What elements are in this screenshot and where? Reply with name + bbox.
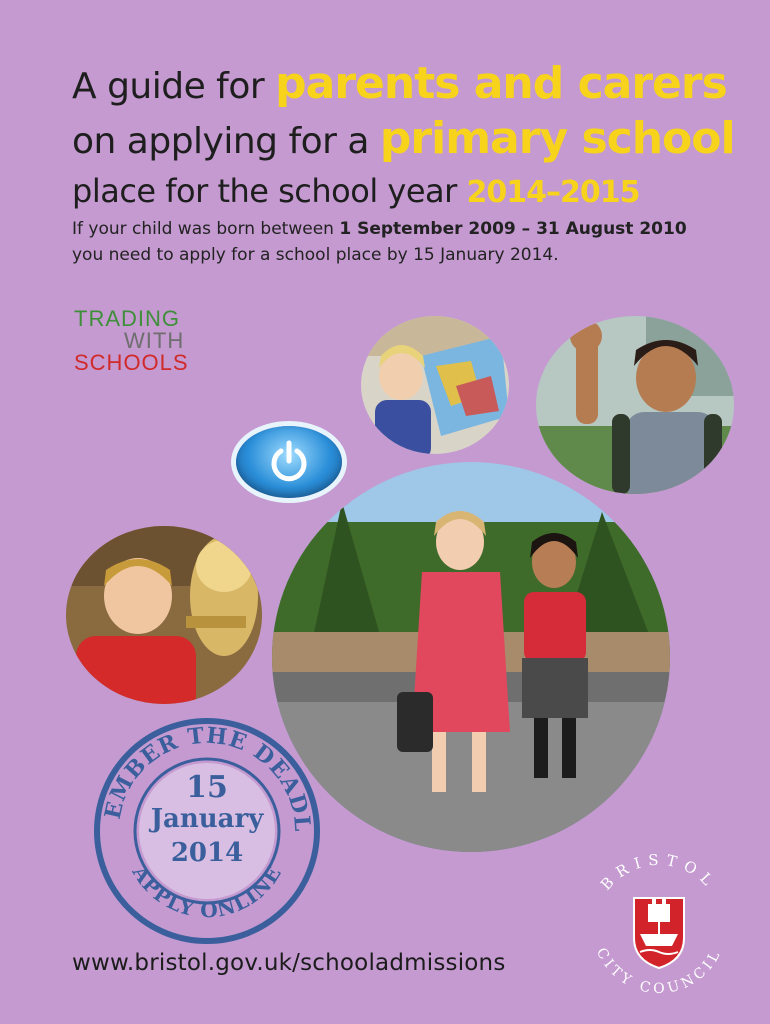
stamp-top-text: EMBER THE DEADL — [99, 722, 316, 833]
stamp-year: 2014 — [170, 838, 244, 868]
photo-two-girls-walking — [272, 462, 670, 852]
title-highlight-parents: parents and carers — [275, 58, 727, 109]
deadline-sentence: you need to apply for a school place by 15 January 2014. — [72, 245, 559, 265]
title-highlight-school: primary school — [379, 113, 735, 164]
birth-date-range: 1 September 2009 – 31 August 2010 — [339, 219, 687, 239]
page-title — [72, 58, 735, 216]
title-line-3: place for the school year 2014–2015 — [72, 172, 640, 210]
title-line-1: A guide for parents and carers — [72, 58, 727, 109]
title-line-2: on applying for a primary school — [72, 113, 735, 164]
council-crest-icon — [634, 898, 684, 968]
stamp-bottom-text: APPLY ONLINE — [127, 861, 287, 923]
power-button-icon — [236, 426, 342, 498]
council-top-text: BRISTOL — [597, 850, 721, 894]
trading-with-schools-logo: TRADING WITH SCHOOLS — [74, 306, 189, 375]
stamp-month: January — [150, 804, 264, 834]
school-admissions-url[interactable]: www.bristol.gov.uk/schooladmissions — [72, 950, 506, 976]
council-bottom-text: CITY COUNCIL — [592, 945, 726, 998]
deadline-stamp — [92, 716, 322, 946]
svg-text:BRISTOL — [597, 851, 721, 894]
photo-boy-with-tuba — [66, 526, 262, 704]
photo-girl-with-map — [361, 316, 509, 454]
title-highlight-year: 2014–2015 — [466, 175, 640, 210]
stamp-day: 15 — [186, 770, 228, 805]
photo-boy-waving — [536, 316, 734, 494]
bristol-city-council-logo — [584, 848, 734, 998]
intro-text: If your child was born between 1 September 2009 – 31 August 2010 you need to apply for a school place by 15 January 2014. — [72, 219, 687, 265]
